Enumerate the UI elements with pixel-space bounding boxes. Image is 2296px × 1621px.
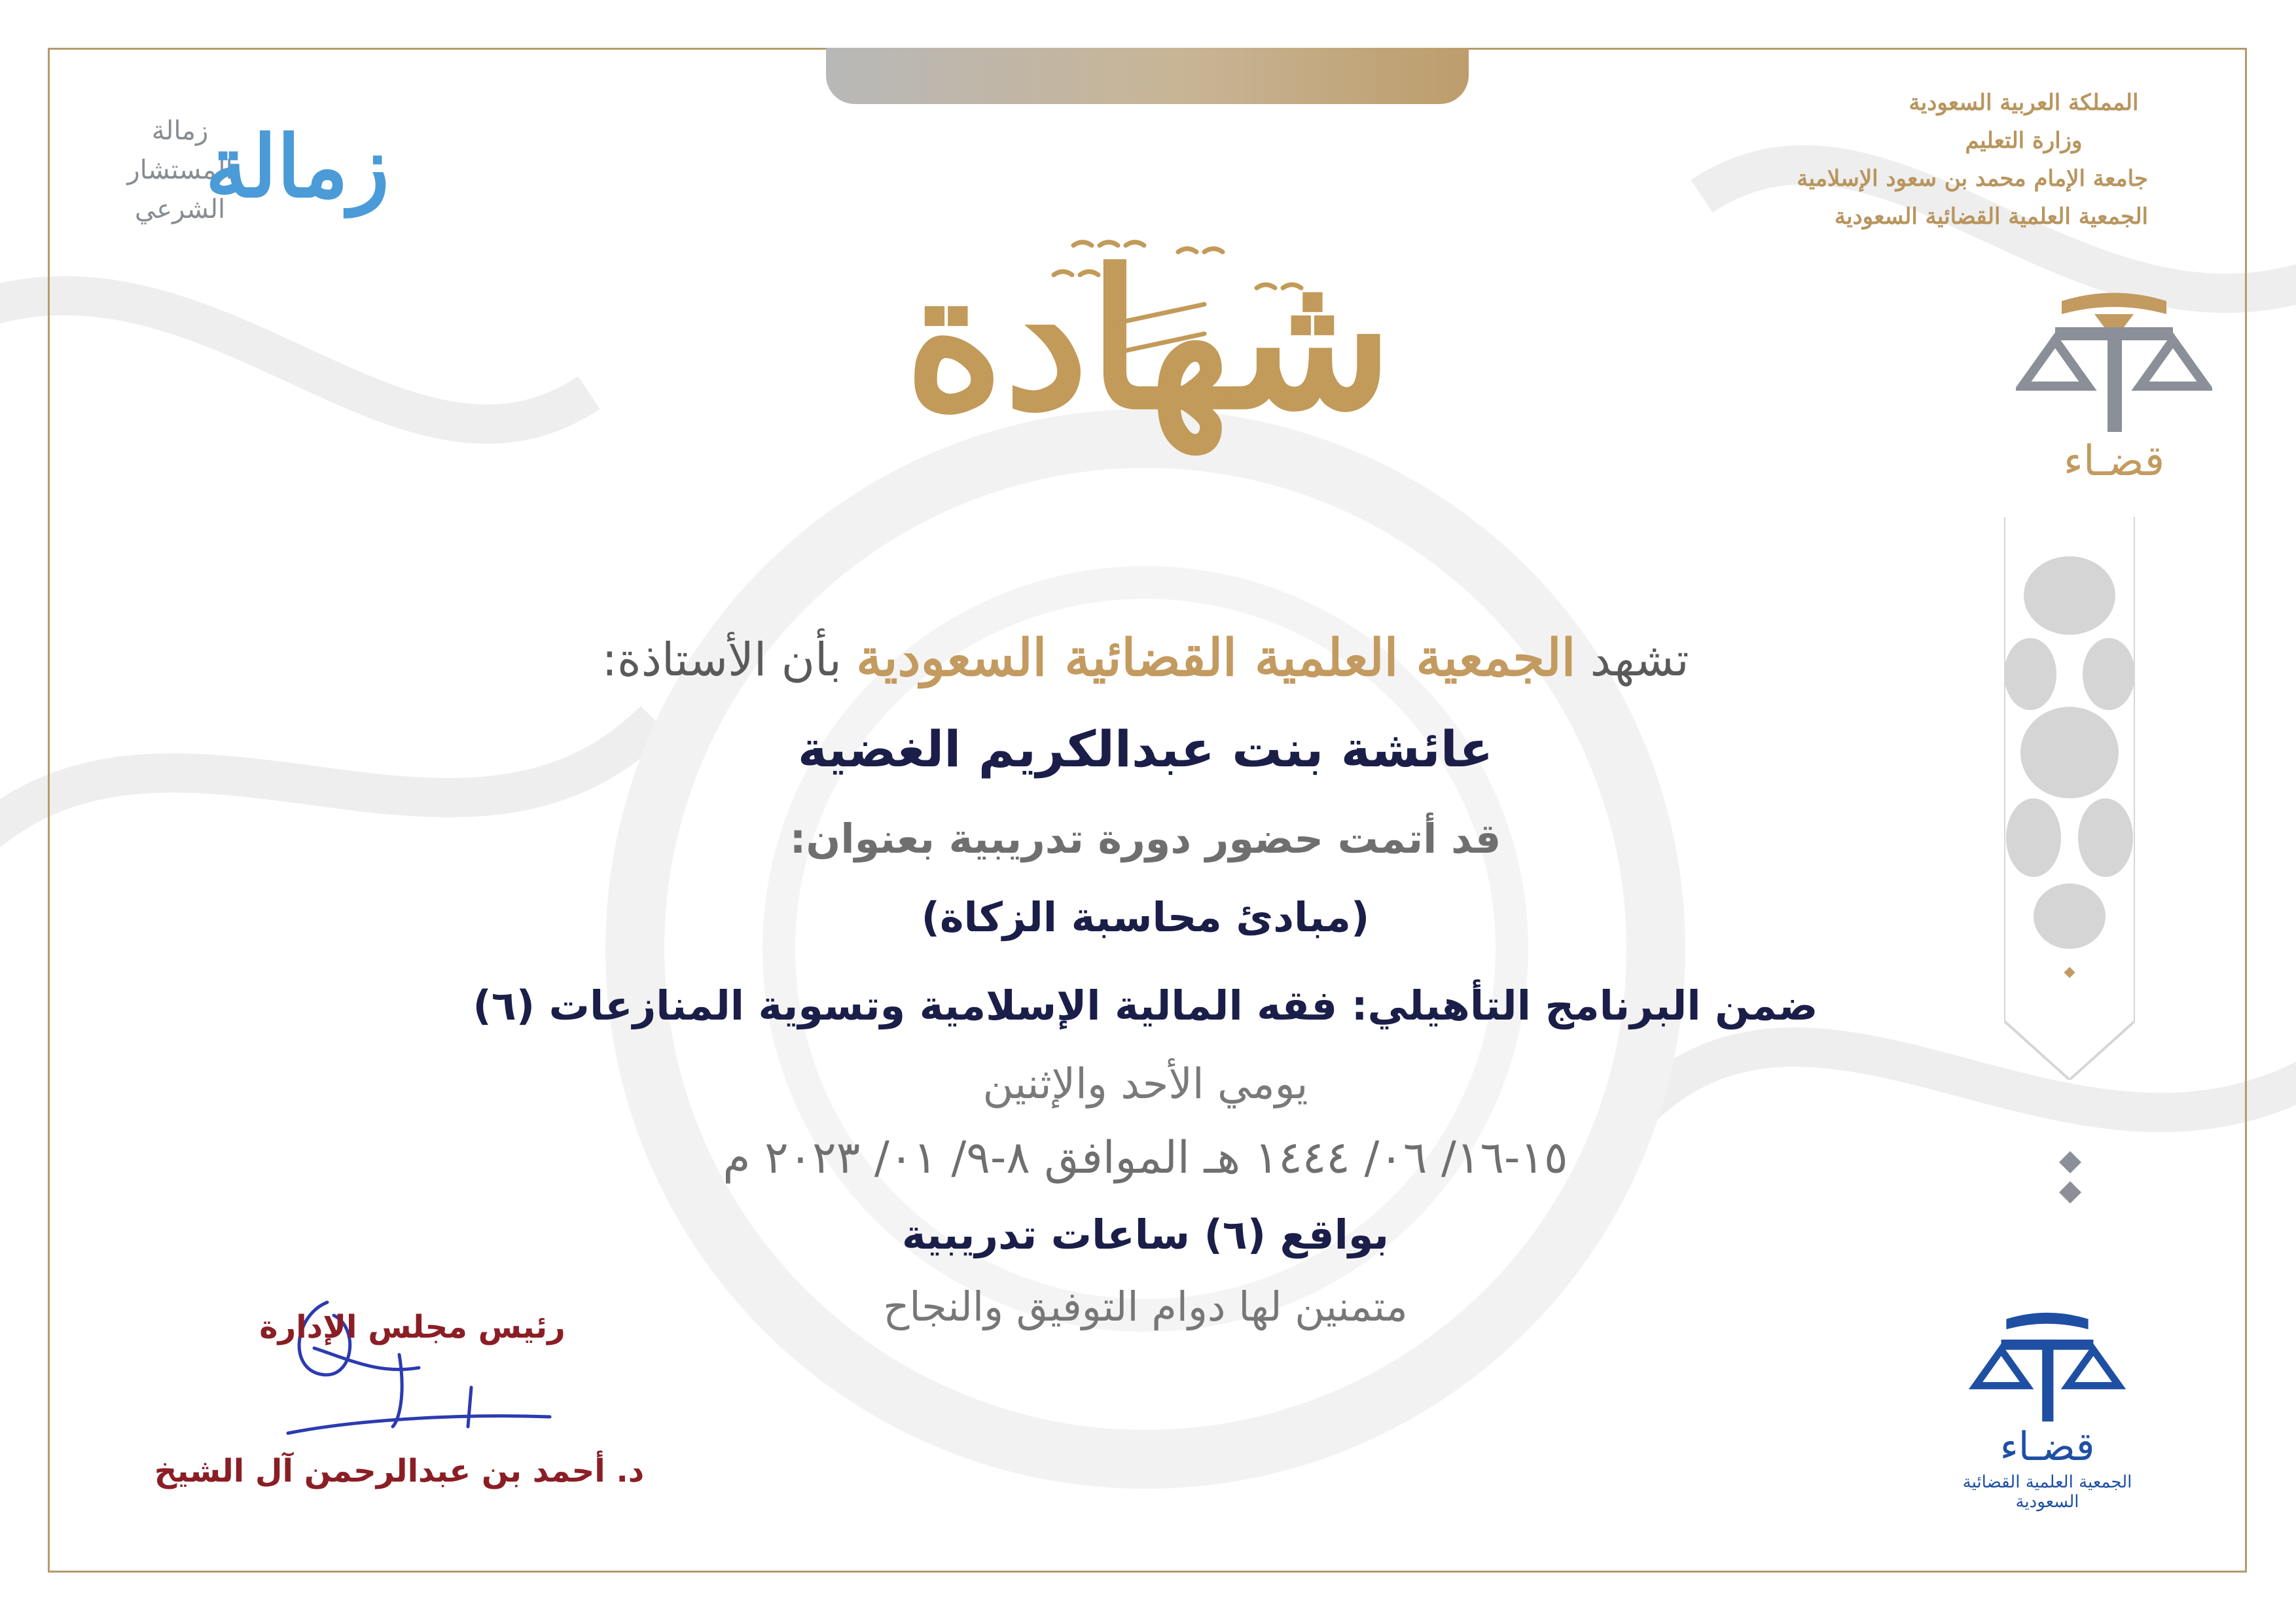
side-ornament bbox=[2004, 517, 2135, 1080]
wishes-line: متمنين لها دوام التوفيق والنجاح bbox=[883, 1283, 1408, 1330]
ministry-line: المملكة العربية السعودية bbox=[1909, 90, 2139, 116]
qada-logo bbox=[2016, 288, 2212, 486]
signatory-name: د. أحمد بن عبدالرحمن آل الشيخ bbox=[154, 1453, 645, 1489]
course-title: (مبادئ محاسبة الزكاة) bbox=[921, 893, 1370, 941]
hours-line: بواقع (٦) ساعات تدريبية bbox=[901, 1211, 1390, 1258]
organization-name: الجمعية العلمية القضائية السعودية bbox=[856, 628, 1576, 688]
qada-logo-caption: قضـاء bbox=[2063, 437, 2165, 486]
completion-text: قد أتمت حضور دورة تدريبية بعنوان: bbox=[789, 815, 1501, 863]
program-line: ضمن البرنامج التأهيلي: فقه المالية الإسلامية وتسوية المنازعات (٦) bbox=[473, 982, 1818, 1029]
recipient-name: عائشة بنت عبدالكريم الغضية bbox=[797, 720, 1494, 778]
zamala-calligraphy: زمالة bbox=[205, 116, 389, 217]
dates-line: ١٥-١٦/ ٠٦/ ١٤٤٤ هـ الموافق ٨-٩/ ٠١/ ٢٠٢٣ م bbox=[723, 1132, 1568, 1184]
intro-suffix: بأن الأستاذة: bbox=[601, 633, 842, 686]
ministry-header bbox=[1797, 84, 2148, 236]
zamala-logo-line: زمالة bbox=[151, 116, 209, 146]
signature-title: رئيس مجلس الإدارة bbox=[259, 1309, 565, 1345]
top-gradient-bar bbox=[826, 48, 1469, 104]
qada-association-logo bbox=[1956, 1309, 2139, 1512]
title-decoration bbox=[838, 226, 1466, 422]
intro-line bbox=[327, 628, 1964, 688]
ministry-line: جامعة الإمام محمد بن سعود الإسلامية bbox=[1797, 166, 2148, 192]
intro-prefix: تشهد bbox=[1590, 633, 1689, 686]
zamala-logo-line: المستشار bbox=[127, 155, 233, 185]
title-text: شهادة bbox=[904, 229, 1393, 452]
ministry-line: الجمعية العلمية القضائية السعودية bbox=[1834, 204, 2148, 230]
bottom-logo-caption: قضـاء bbox=[2000, 1424, 2095, 1470]
zamala-logo bbox=[111, 98, 393, 249]
scales-book-blue-icon bbox=[1969, 1309, 2126, 1427]
days-line: يومي الأحد والإثنين bbox=[982, 1060, 1308, 1109]
scales-book-icon bbox=[2016, 288, 2212, 438]
bottom-logo-subtitle: الجمعية العلمية القضائية السعودية bbox=[1962, 1472, 2132, 1512]
diamond-ornaments bbox=[2044, 1145, 2096, 1250]
ministry-line: وزارة التعليم bbox=[1965, 128, 2083, 154]
zamala-logo-line: الشرعي bbox=[134, 194, 226, 224]
